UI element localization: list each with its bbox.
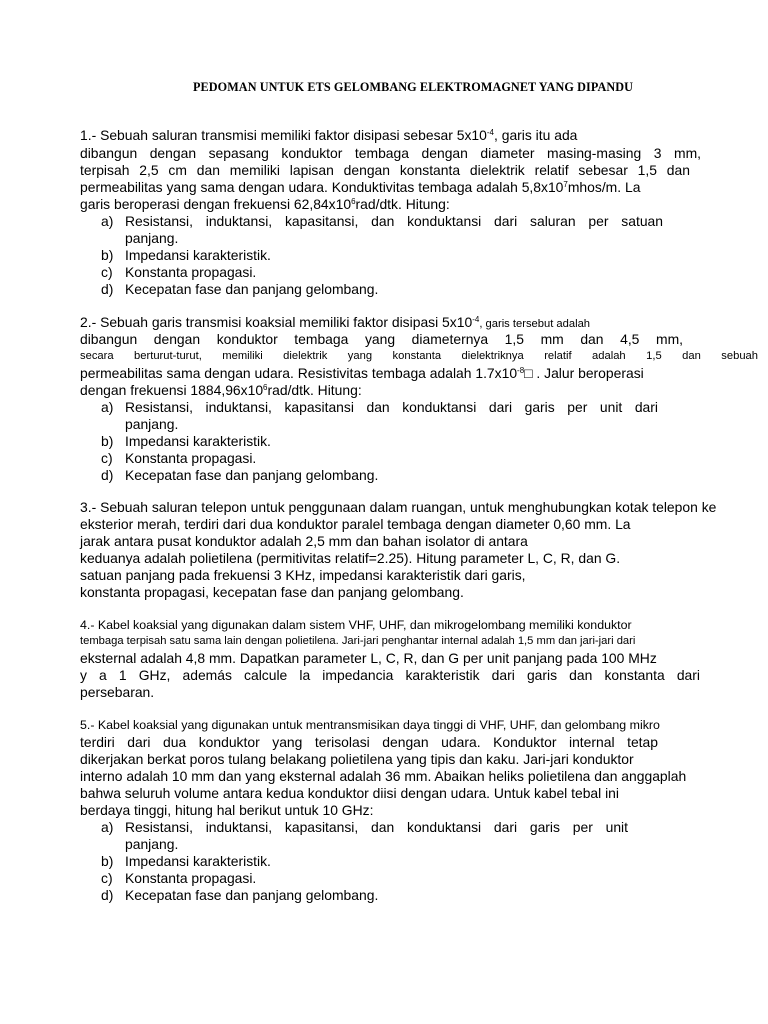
q5-item-a-cont: panjang. — [125, 836, 179, 852]
q5-item-c-text: Konstanta propagasi. — [125, 870, 257, 886]
q3-line-4: keduanya adalah polietilena (permitivitas relatif=2.25). Hitung parameter L, C, R, dan G. — [80, 550, 621, 566]
q5-line-1: 5.- Kabel koaksial yang digunakan untuk mentransmisikan daya tinggi di VHF, UHF, dan gelombang mikro — [80, 718, 660, 732]
q1-item-d-label: d) — [101, 281, 114, 297]
q1-item-b-text: Impedansi karakteristik. — [125, 247, 271, 263]
q1-item-a-cont: panjang. — [125, 230, 179, 246]
q5-item-c-label: c) — [101, 870, 113, 886]
q2-item-c-text: Konstanta propagasi. — [125, 450, 257, 466]
q2-item-a-text: Resistansi, induktansi, kapasitansi dan konduktansi dari garis per unit dari — [125, 399, 658, 415]
q3-line-2: eksterior merah, terdiri dari dua konduktor paralel tembaga dengan diameter 0,60 mm. La — [80, 516, 631, 532]
q2-item-a-cont: panjang. — [125, 416, 179, 432]
q1-item-a-label: a) — [101, 213, 114, 229]
q4-line-4: y a 1 GHz, además calcule la impedancia karakteristik dari garis dan konstanta dari — [80, 667, 700, 683]
q1-item-d-text: Kecepatan fase dan panjang gelombang. — [125, 281, 379, 297]
q5-item-b-label: b) — [101, 853, 114, 869]
q2-line-1: 2.- Sebuah garis transmisi koaksial memiliki faktor disipasi $5x10^{-4}$, garis tersebut adalah — [80, 314, 591, 330]
q4-line-1: 4.- Kabel koaksial yang digunakan dalam sistem VHF, UHF, dan mikrogelombang memiliki konduktor — [80, 618, 632, 632]
q1-item-b-label: b) — [101, 247, 114, 263]
q5-item-b-text: Impedansi karakteristik. — [125, 853, 271, 869]
q2-item-b-label: b) — [101, 433, 114, 449]
q4-line-2: tembaga terpisah satu sama lain dengan polietilena. Jari-jari penghantar internal adalah 1,5 mm dan jari-jari dari — [80, 635, 636, 647]
q1-line-1: 1.- Sebuah saluran transmisi memiliki faktor disipasi sebesar $5x10^{-4}$, garis itu ada — [80, 127, 578, 143]
q5-item-d-text: Kecepatan fase dan panjang gelombang. — [125, 887, 379, 903]
q2-item-b-text: Impedansi karakteristik. — [125, 433, 271, 449]
document-title: PEDOMAN UNTUK ETS GELOMBANG ELEKTROMAGNET YANG DIPANDU — [192, 80, 634, 94]
q3-line-6: konstanta propagasi, kecepatan fase dan panjang gelombang. — [80, 584, 464, 600]
q2-line-5: dengan frekuensi $1884,96x10^6rad$/dtk. Hitung: — [80, 382, 362, 398]
q1-item-a-text: Resistansi, induktansi, kapasitansi, dan konduktansi dari saluran per satuan — [125, 213, 663, 229]
q3-line-5: satuan panjang pada frekuensi 3 KHz, impedansi karakteristik dari garis, — [80, 567, 526, 583]
q5-item-d-label: d) — [101, 887, 114, 903]
q5-line-6: berdaya tinggi, hitung hal berikut untuk 10 GHz: — [80, 802, 374, 818]
q4-line-3: eksternal adalah 4,8 mm. Dapatkan parameter L, C, R, dan G per unit panjang pada 100 MHz — [80, 650, 657, 666]
q5-line-5: bahwa seluruh volume antara kedua konduktor diisi dengan udara. Untuk kabel tebal ini — [80, 785, 619, 801]
q5-line-3: dikerjakan berkat poros tulang belakang polietilena yang tipis dan kaku. Jari-jari konduktor — [80, 751, 634, 767]
q1-line-2: dibangun dengan sepasang konduktor tembaga dengan diameter masing-masing 3 mm, — [80, 145, 701, 161]
q2-line-3: secara berturut-turut, memiliki dielektrik yang konstanta dielektriknya relatif adalah 1,5 dan sebuah — [80, 350, 758, 362]
q2-item-d-label: d) — [101, 467, 114, 483]
q1-line-4: permeabilitas yang sama dengan udara. Konduktivitas tembaga adalah $5,8x10^7mhos/m$. La — [80, 179, 641, 195]
q2-item-d-text: Kecepatan fase dan panjang gelombang. — [125, 467, 379, 483]
q5-item-a-text: Resistansi, induktansi, kapasitansi, dan konduktansi dari garis per unit — [125, 819, 628, 835]
q1-item-c-text: Konstanta propagasi. — [125, 264, 257, 280]
q1-line-3: terpisah 2,5 cm dan memiliki lapisan dengan konstanta dielektrik relatif sebesar 1,5 dan — [80, 162, 690, 178]
q4-line-5: persebaran. — [80, 684, 155, 700]
q2-item-c-label: c) — [101, 450, 113, 466]
q1-item-c-label: c) — [101, 264, 113, 280]
q2-line-2: dibangun dengan konduktor tembaga yang diameternya 1,5 mm dan 4,5 mm, — [80, 331, 683, 347]
q5-line-2: terdiri dari dua konduktor yang terisolasi dengan udara. Konduktor internal tetap — [80, 734, 658, 750]
q2-item-a-label: a) — [101, 399, 114, 415]
q5-item-a-label: a) — [101, 819, 114, 835]
q3-line-3: jarak antara pusat konduktor adalah 2,5 mm dan bahan isolator di antara — [80, 533, 528, 549]
q5-line-4: interno adalah 10 mm dan yang eksternal adalah 36 mm. Abaikan heliks polietilena dan anggaplah — [80, 768, 687, 784]
q2-line-4: permeabilitas sama dengan udara. Resistivitas tembaga adalah $1.7x10^{-8}□$ . Jalur beroperasi — [80, 365, 644, 381]
q1-line-5: garis beroperasi dengan frekuensi $62,84x10^6rad$/dtk. Hitung: — [80, 196, 450, 212]
q3-line-1: 3.- Sebuah saluran telepon untuk penggunaan dalam ruangan, untuk menghubungkan kotak telepon ke — [80, 499, 717, 515]
